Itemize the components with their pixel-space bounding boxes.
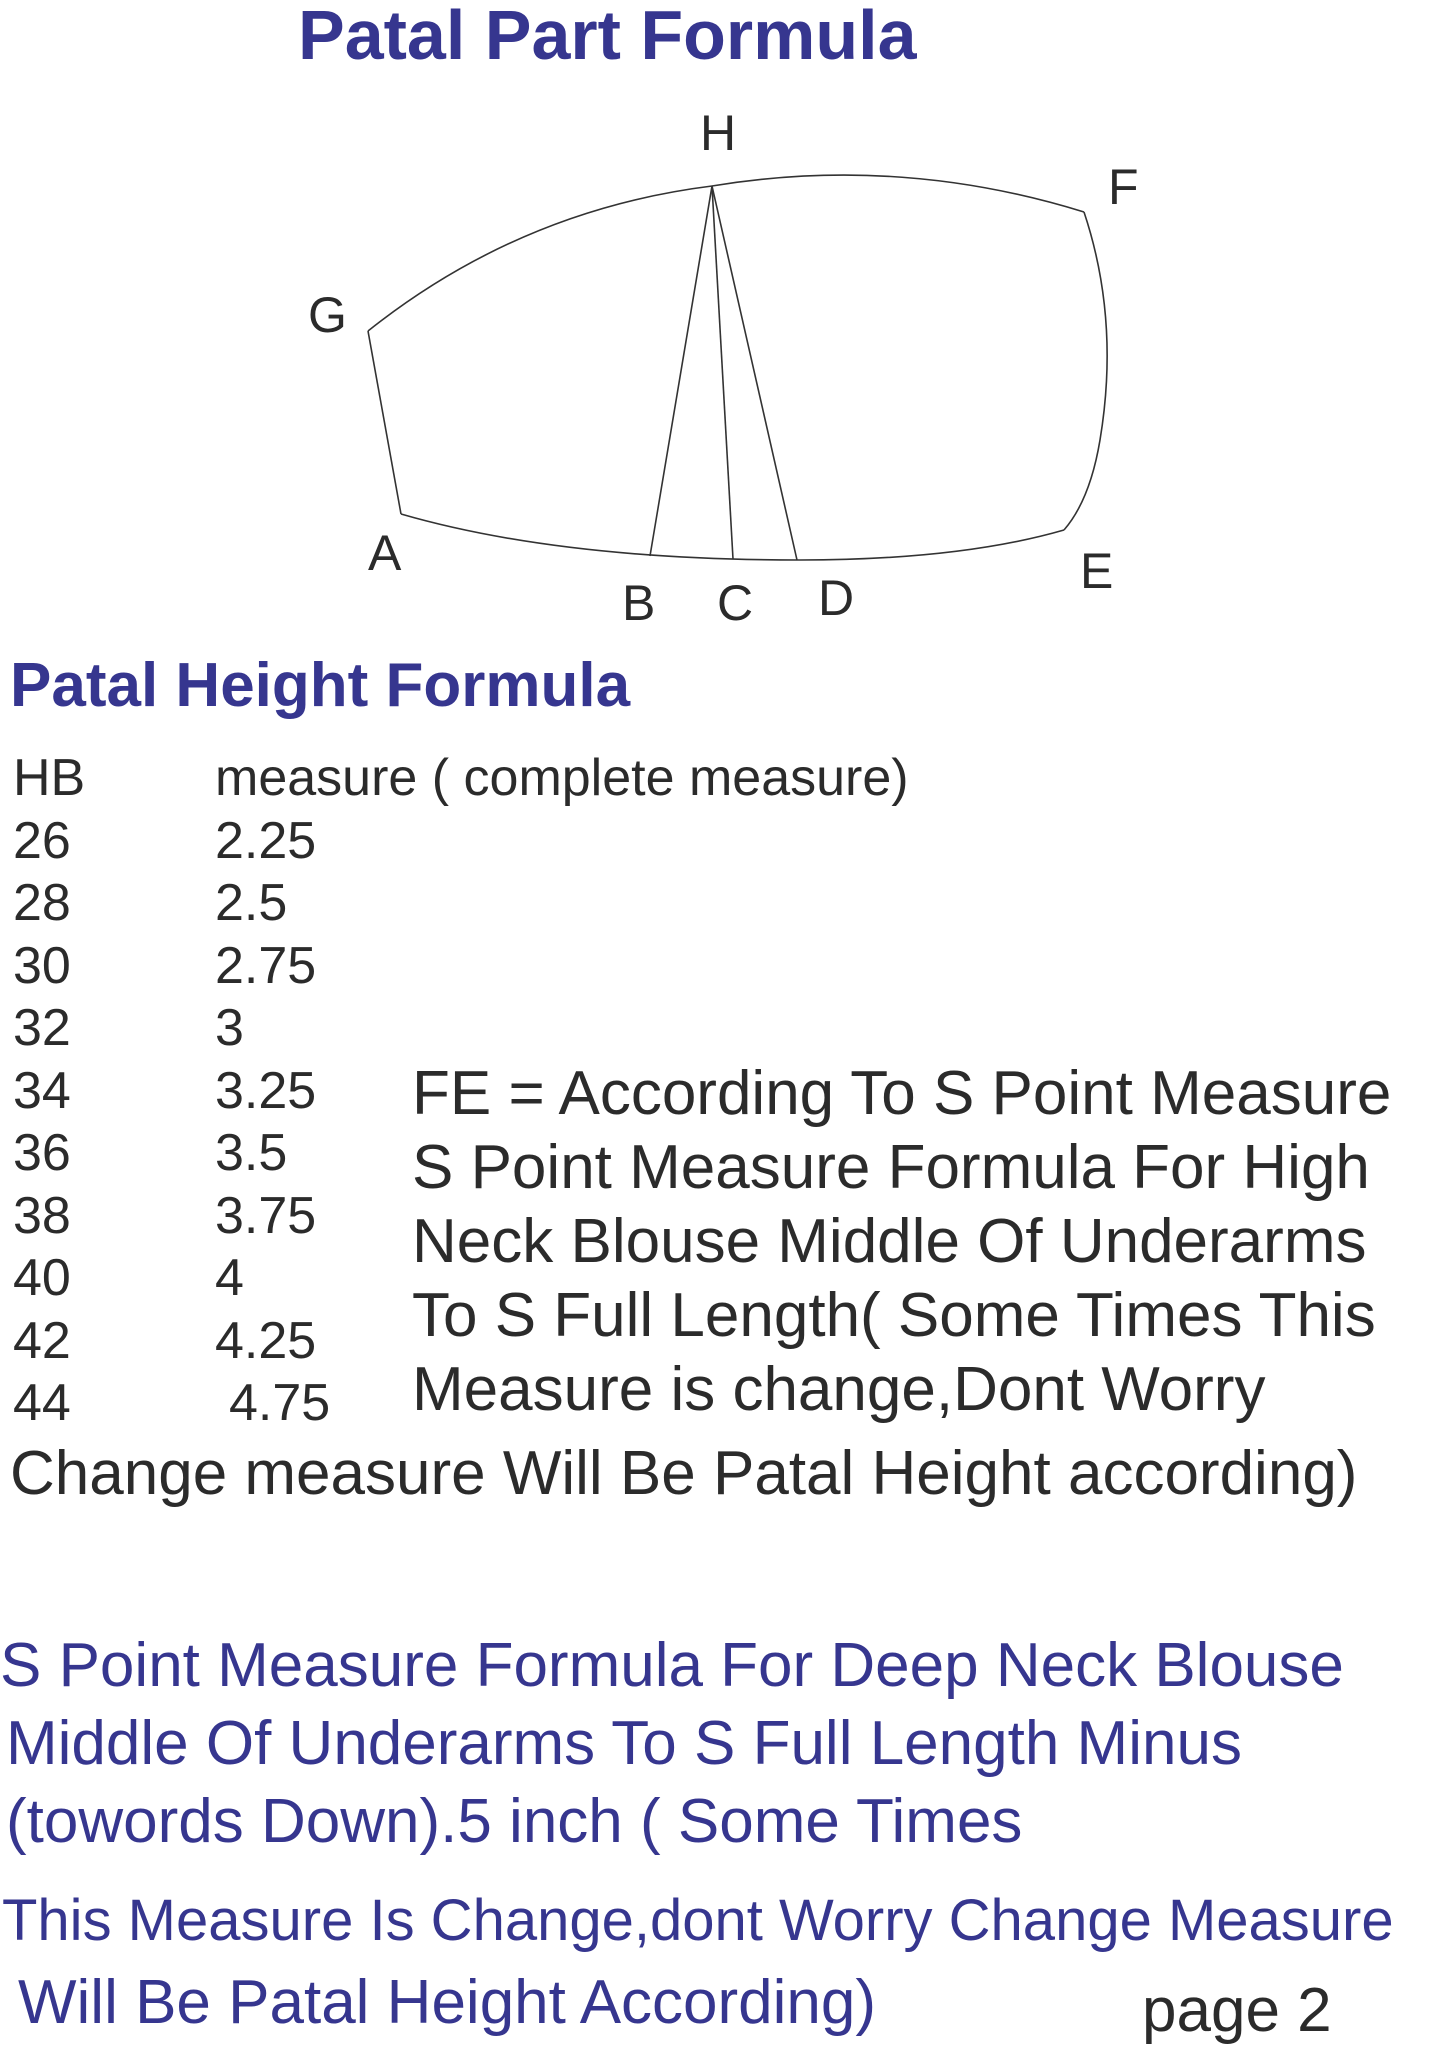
deep-neck-line: Will Be Patal Height According) [18,1968,877,2037]
curve-h-f [712,175,1084,212]
table-cell-measure: 4 [215,1249,244,1307]
table-cell-measure: 4.25 [215,1312,317,1370]
table-cell-measure: 3.25 [215,1062,317,1120]
point-label-g: G [308,287,347,343]
line-h-c [712,186,733,559]
table-cell-measure: 2.25 [215,812,317,870]
fe-note-line: To S Full Length( Some Times This [412,1281,1376,1350]
table-cell-hb: 36 [13,1124,71,1182]
table-cell-hb: 38 [13,1187,71,1245]
header-hb: HB [13,749,86,807]
point-label-b: B [622,575,656,631]
line-g-a [368,331,401,514]
table-cell-measure: 3.75 [215,1187,317,1245]
point-label-a: A [368,525,402,581]
table-cell-hb: 26 [13,812,71,870]
curve-g-h [368,186,712,331]
point-label-h: H [700,105,737,161]
point-label-c: C [717,575,754,631]
table-cell-measure: 2.75 [215,937,317,995]
deep-neck-line: Middle Of Underarms To S Full Length Minus [6,1709,1242,1778]
table-cell-measure: 3.5 [215,1124,288,1182]
deep-neck-line: S Point Measure Formula For Deep Neck Blouse [0,1631,1344,1700]
curve-f-e [1064,212,1107,530]
page-title: Patal Part Formula [298,0,917,74]
table-cell-hb: 28 [13,874,71,932]
table-cell-hb: 44 [13,1374,71,1432]
deep-neck-line: This Measure Is Change,dont Worry Change Measure [2,1888,1394,1953]
fe-note-line: S Point Measure Formula For High [412,1133,1370,1202]
table-cell-hb: 34 [13,1062,71,1120]
line-h-d [712,186,797,560]
fe-note-line: FE = According To S Point Measure [412,1059,1392,1128]
page-number: page 2 [1142,1976,1332,2045]
table-cell-measure: 2.5 [215,874,288,932]
deep-neck-line: (towords Down).5 inch ( Some Times [6,1787,1023,1856]
point-label-d: D [818,570,855,626]
table-cell-measure: 4.75 [229,1374,331,1432]
table-cell-hb: 42 [13,1312,71,1370]
height-formula-title: Patal Height Formula [10,651,631,720]
table-cell-hb: 30 [13,937,71,995]
fe-note-line: Measure is change,Dont Worry [412,1355,1266,1424]
table-cell-hb: 40 [13,1249,71,1307]
fe-note-continuation: Change measure Will Be Patal Height according) [10,1439,1358,1508]
point-label-e: E [1080,543,1114,599]
patal-part-diagram [0,0,1455,640]
fe-note-line: Neck Blouse Middle Of Underarms [412,1207,1367,1276]
point-label-f: F [1108,159,1139,215]
table-cell-measure: 3 [215,999,244,1057]
header-measure: measure ( complete measure) [215,749,909,807]
line-h-b [650,186,712,556]
table-cell-hb: 32 [13,999,71,1057]
